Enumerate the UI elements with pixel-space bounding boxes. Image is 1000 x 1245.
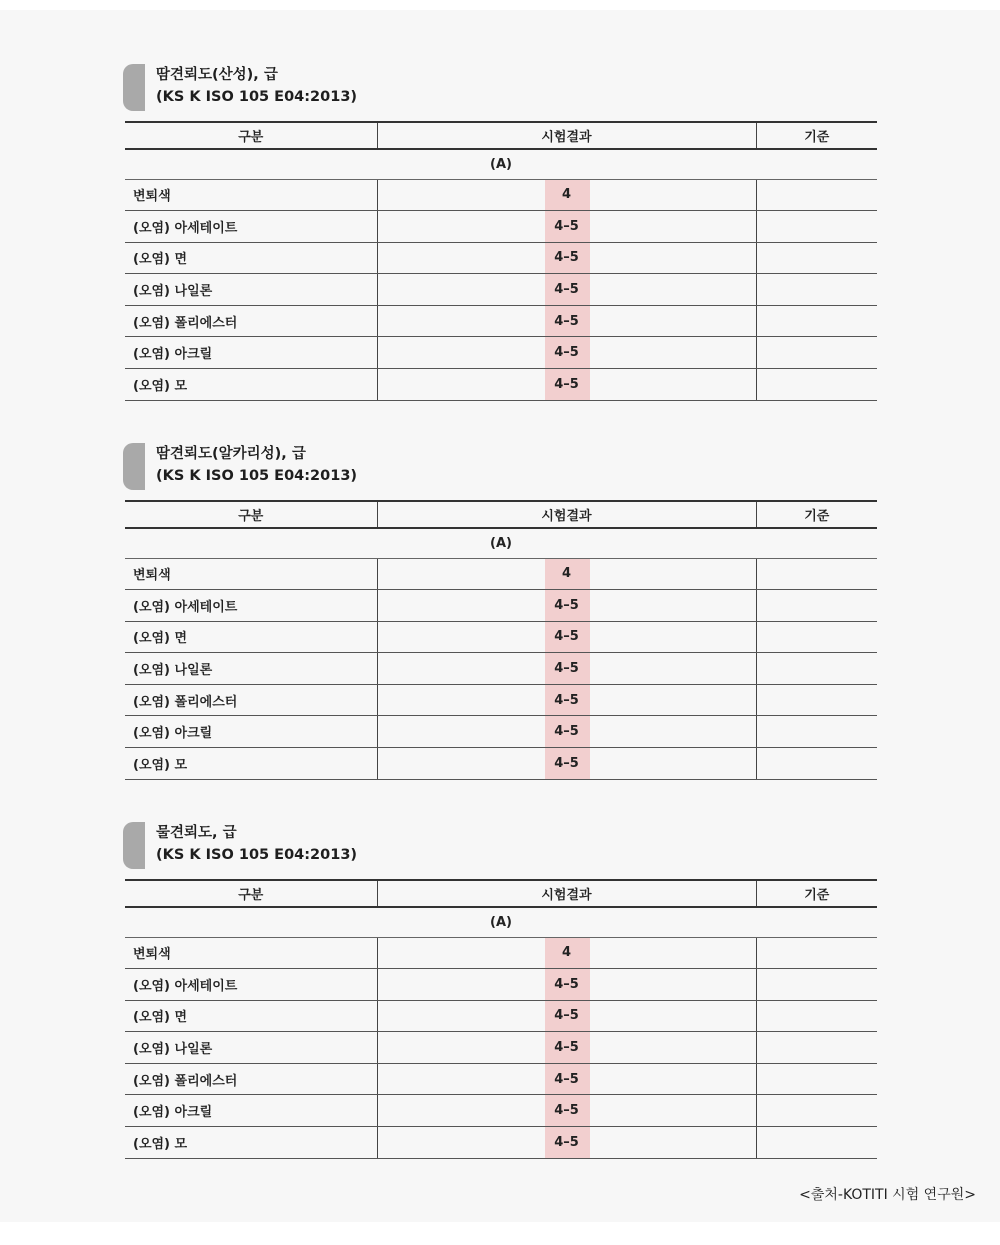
standard-cell — [756, 179, 877, 211]
table-row — [125, 969, 877, 1001]
standard-cell — [756, 369, 877, 401]
row-label: 변퇴색 — [125, 179, 377, 211]
header-result: 시험결과 — [377, 880, 756, 907]
table-row — [125, 590, 877, 622]
result-cell — [377, 558, 756, 590]
standard-cell — [756, 305, 877, 337]
header-standard: 기준 — [756, 880, 877, 907]
result-cell — [377, 969, 756, 1001]
result-value: 4–5 — [554, 376, 579, 392]
result-cell — [377, 716, 756, 748]
table-row — [125, 558, 877, 590]
section-title — [156, 443, 357, 487]
header-category: 구분 — [125, 501, 377, 528]
result-cell — [377, 590, 756, 622]
result-cell — [377, 305, 756, 337]
results-table — [125, 121, 877, 401]
row-label: (오염) 폴리에스터 — [125, 1063, 377, 1095]
table-row — [125, 1095, 877, 1127]
standard-cell — [756, 1127, 877, 1159]
result-value: 4–5 — [554, 345, 579, 361]
table-row — [125, 748, 877, 780]
result-value: 4–5 — [554, 1134, 579, 1150]
standard-cell — [756, 1032, 877, 1064]
section-title-line2: (KS K ISO 105 E04:2013) — [156, 847, 358, 863]
standard-cell — [756, 1063, 877, 1095]
table-row — [125, 684, 877, 716]
result-cell — [377, 1032, 756, 1064]
table-row — [125, 179, 877, 211]
section-title — [156, 64, 357, 108]
result-value: 4–5 — [554, 597, 579, 613]
standard-cell — [756, 337, 877, 369]
standard-cell — [756, 274, 877, 306]
standard-cell — [756, 684, 877, 716]
water-fastness-section — [125, 822, 877, 1152]
table-header-row — [125, 501, 877, 528]
section-title — [156, 822, 357, 866]
table-row — [125, 274, 877, 306]
table-header-row — [125, 880, 877, 907]
header-result: 시험결과 — [377, 122, 756, 149]
table-row — [125, 716, 877, 748]
result-cell — [377, 211, 756, 243]
table-row — [125, 1063, 877, 1095]
result-cell — [377, 621, 756, 653]
table-row — [125, 1032, 877, 1064]
results-table — [125, 879, 877, 1159]
alkaline-perspiration-section — [125, 443, 877, 773]
result-cell — [377, 337, 756, 369]
result-cell — [377, 1095, 756, 1127]
result-cell — [377, 653, 756, 685]
standard-cell — [756, 653, 877, 685]
result-value: 4–5 — [554, 755, 579, 771]
sample-label: (A) — [125, 149, 877, 179]
table-row — [125, 1000, 877, 1032]
result-cell — [377, 1063, 756, 1095]
source-caption: <출처-KOTITI 시험 연구원> — [799, 1187, 976, 1203]
standard-cell — [756, 969, 877, 1001]
row-label: (오염) 면 — [125, 621, 377, 653]
result-cell — [377, 937, 756, 969]
result-cell — [377, 179, 756, 211]
table-row — [125, 937, 877, 969]
result-value: 4–5 — [554, 1103, 579, 1119]
standard-cell — [756, 590, 877, 622]
result-value: 4 — [561, 566, 572, 582]
result-cell — [377, 748, 756, 780]
sample-label: (A) — [125, 907, 877, 937]
row-label: 변퇴색 — [125, 937, 377, 969]
section-title-line1: 물견뢰도, 급 — [156, 825, 237, 841]
row-label: (오염) 아세테이트 — [125, 969, 377, 1001]
header-standard: 기준 — [756, 122, 877, 149]
result-cell — [377, 274, 756, 306]
table-row — [125, 337, 877, 369]
result-value: 4–5 — [554, 1071, 579, 1087]
result-value: 4–5 — [554, 724, 579, 740]
row-label: (오염) 아크릴 — [125, 716, 377, 748]
standard-cell — [756, 716, 877, 748]
row-label: (오염) 면 — [125, 242, 377, 274]
standard-cell — [756, 937, 877, 969]
result-value: 4 — [561, 945, 572, 961]
header-result: 시험결과 — [377, 501, 756, 528]
row-label: (오염) 모 — [125, 1127, 377, 1159]
row-label: (오염) 면 — [125, 1000, 377, 1032]
row-label: (오염) 나일론 — [125, 1032, 377, 1064]
table-row — [125, 653, 877, 685]
header-category: 구분 — [125, 880, 377, 907]
result-value: 4–5 — [554, 218, 579, 234]
results-table — [125, 500, 877, 780]
standard-cell — [756, 1000, 877, 1032]
section-header — [125, 443, 877, 500]
result-value: 4–5 — [554, 1040, 579, 1056]
standard-cell — [756, 242, 877, 274]
row-label: (오염) 폴리에스터 — [125, 305, 377, 337]
table-row — [125, 621, 877, 653]
result-value: 4–5 — [554, 313, 579, 329]
sample-row — [125, 149, 877, 179]
table-row — [125, 1127, 877, 1159]
result-value: 4–5 — [554, 692, 579, 708]
table-row — [125, 305, 877, 337]
sample-row — [125, 528, 877, 558]
standard-cell — [756, 211, 877, 243]
section-marker — [123, 822, 145, 869]
result-value: 4–5 — [554, 629, 579, 645]
row-label: (오염) 아크릴 — [125, 337, 377, 369]
sample-label: (A) — [125, 528, 877, 558]
section-marker — [123, 64, 145, 111]
result-cell — [377, 1127, 756, 1159]
result-value: 4–5 — [554, 250, 579, 266]
result-cell — [377, 1000, 756, 1032]
result-value: 4–5 — [554, 282, 579, 298]
result-value: 4–5 — [554, 1008, 579, 1024]
section-title-line1: 땀견뢰도(산성), 급 — [156, 67, 278, 83]
result-cell — [377, 684, 756, 716]
table-row — [125, 369, 877, 401]
row-label: (오염) 폴리에스터 — [125, 684, 377, 716]
standard-cell — [756, 621, 877, 653]
result-cell — [377, 242, 756, 274]
row-label: (오염) 아크릴 — [125, 1095, 377, 1127]
row-label: 변퇴색 — [125, 558, 377, 590]
header-standard: 기준 — [756, 501, 877, 528]
result-value: 4 — [561, 187, 572, 203]
section-header — [125, 822, 877, 879]
row-label: (오염) 나일론 — [125, 653, 377, 685]
row-label: (오염) 아세테이트 — [125, 590, 377, 622]
standard-cell — [756, 748, 877, 780]
table-header-row — [125, 122, 877, 149]
acid-perspiration-section — [125, 64, 877, 394]
sample-row — [125, 907, 877, 937]
table-row — [125, 211, 877, 243]
row-label: (오염) 나일론 — [125, 274, 377, 306]
section-title-line2: (KS K ISO 105 E04:2013) — [156, 468, 358, 484]
section-header — [125, 64, 877, 121]
section-title-line1: 땀견뢰도(알카리성), 급 — [156, 446, 306, 462]
table-row — [125, 242, 877, 274]
row-label: (오염) 모 — [125, 748, 377, 780]
standard-cell — [756, 1095, 877, 1127]
result-value: 4–5 — [554, 976, 579, 992]
row-label: (오염) 모 — [125, 369, 377, 401]
row-label: (오염) 아세테이트 — [125, 211, 377, 243]
result-cell — [377, 369, 756, 401]
result-value: 4–5 — [554, 661, 579, 677]
standard-cell — [756, 558, 877, 590]
section-marker — [123, 443, 145, 490]
section-title-line2: (KS K ISO 105 E04:2013) — [156, 89, 358, 105]
header-category: 구분 — [125, 122, 377, 149]
